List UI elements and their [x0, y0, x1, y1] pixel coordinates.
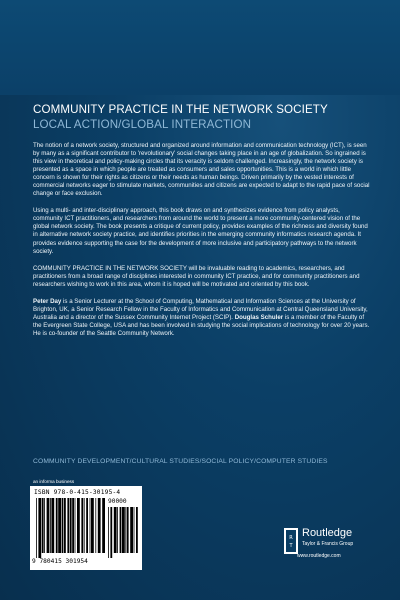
publisher-group: Taylor & Francis Group	[302, 541, 354, 547]
subject-categories: COMMUNITY DEVELOPMENT/CULTURAL STUDIES/SOCIAL POLICY/COMPUTER STUDIES	[33, 458, 328, 465]
ean-digits: 9 780415 301954	[32, 558, 88, 565]
barcode-bar	[50, 498, 51, 553]
addon-barcode-bars	[108, 507, 138, 558]
routledge-logo-icon	[284, 528, 298, 554]
barcode-bar	[122, 507, 125, 553]
barcode-bar	[114, 507, 117, 553]
barcode-bar	[62, 498, 64, 553]
publisher-url: www.routledge.com	[297, 553, 341, 559]
price-code: 90000	[108, 498, 127, 505]
barcode-bar	[125, 507, 126, 553]
blurb	[33, 142, 371, 347]
author-bio-1: is a Senior Lecturer at the School of Computing, Mathematical and Information Sciences at the University of Brighton, UK, a Senior Research Fellow in the Faculty of Informatics and Communication at Central Queensland University, Australia and a director of the Sussex Community Internet Project (SCIP).	[33, 297, 368, 321]
barcode-bar	[134, 507, 135, 553]
barcode-bar	[75, 498, 76, 553]
book-title: COMMUNITY PRACTICE IN THE NETWORK SOCIETY	[33, 103, 328, 116]
barcode-bar	[90, 498, 91, 553]
barcode-bar	[102, 498, 105, 553]
svg-text:R: R	[289, 535, 293, 541]
barcode-bar	[44, 498, 45, 553]
top-image-band	[0, 0, 400, 95]
barcode-bar	[98, 498, 101, 553]
barcode-bar	[38, 498, 41, 558]
blurb-paragraph-3: COMMUNITY PRACTICE IN THE NETWORK SOCIETY will be invaluable reading to academics, researchers, and practitioners from a broad range of disciplines interested in community ICT practice, and for community practitioners and researchers wishing to work in this area, whom it is hoped will be motivated and oriented by this book.	[33, 264, 360, 288]
barcode-bar	[47, 498, 50, 553]
author-bio	[33, 298, 371, 338]
author-name-2: Douglas Schuler	[234, 313, 284, 321]
barcode-bar	[81, 498, 83, 553]
barcode-bar	[72, 498, 74, 553]
barcode-bar	[120, 507, 122, 553]
blurb-paragraph-1: The notion of a network society, structured and organized around information and communication technology (ICT), is seen by many as a significant contributor to 'revolutionary' social changes taking place in an age of globalization. So ingrained is this view in theoretical and policy-making circles that its veracity is seldom challenged. Increasingly, the network society is presented as a space in which people are treated as consumers and sales opportunities. This is a world in which little concern is shown for their rights as citizens or their needs as human beings. Driven primarily by the vested interests of commercial networks eager to stimulate markets, communities and citizens are expected to adapt to the rapid pace of social change or face exclusion.	[33, 142, 370, 198]
barcode-bar	[91, 498, 94, 553]
barcode-bar	[36, 498, 37, 558]
barcode-bar	[136, 507, 138, 553]
barcode-bar	[117, 507, 118, 553]
barcode-bar	[108, 507, 109, 558]
barcode-bar	[64, 498, 66, 553]
barcode-bar	[42, 498, 44, 553]
barcode-bar	[77, 498, 80, 553]
author-bio-2: is a member of the Faculty of the Evergreen State College, USA and has been involved in studying the social implications of technology for over 20 years. He is co-founder of the Seattle Community Network.	[33, 313, 370, 337]
barcode	[30, 486, 142, 570]
barcode-bar	[84, 498, 85, 553]
blurb-paragraph-2: Using a multi- and inter-disciplinary approach, this book draws on and synthesizes evidence from policy analysts, community ICT practitioners, and researchers from around the world to present a more community-centered vision of the global network society. The book presents a critique of current policy, provides examples of the richness and diversity found in alternative network society practice, and identifies priorities in the emerging community informatics research agenda. It provides evidence supporting the case for the development of more inclusive and participatory pathways to the network society.	[33, 207, 368, 255]
barcode-bar	[51, 498, 54, 553]
barcode-bar	[56, 498, 58, 553]
ean-barcode-bars	[36, 498, 106, 558]
barcode-bar	[67, 498, 69, 553]
barcode-bar	[86, 498, 88, 553]
barcode-bar	[70, 498, 72, 553]
barcode-bar	[127, 507, 129, 553]
barcode-bar	[95, 498, 96, 553]
author-name-1: Peter Day	[33, 297, 62, 305]
barcode-bar	[110, 507, 112, 558]
book-subtitle: LOCAL ACTION/GLOBAL INTERACTION	[33, 118, 252, 131]
publisher-name: Routledge	[302, 527, 353, 539]
barcode-bar	[58, 498, 61, 553]
barcode-bar	[130, 507, 133, 553]
isbn-text: ISBN 978-0-415-30195-4	[34, 489, 121, 496]
imprint-note: an informa business	[33, 479, 75, 484]
svg-text:T: T	[289, 543, 293, 549]
